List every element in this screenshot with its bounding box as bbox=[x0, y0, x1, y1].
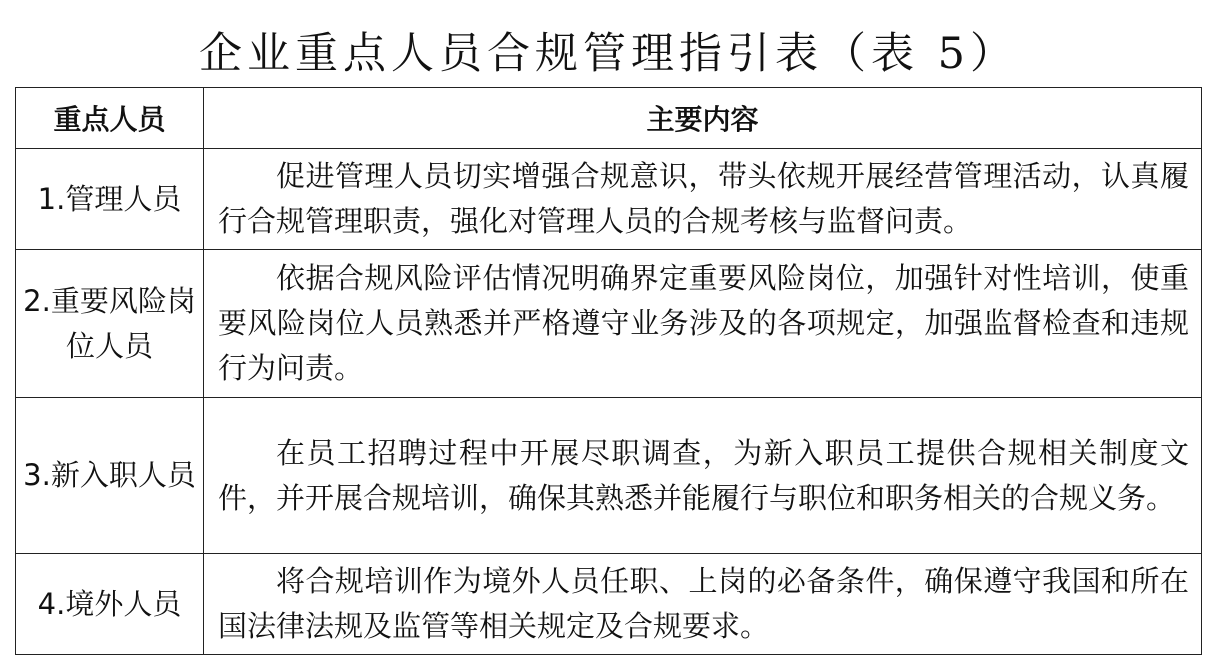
table-row bbox=[16, 554, 1202, 655]
person-cell: 3.新入职人员 bbox=[16, 398, 204, 554]
table-row bbox=[16, 250, 1202, 398]
table-row bbox=[16, 398, 1202, 554]
person-cell: 1.管理人员 bbox=[16, 149, 204, 250]
table-header-row bbox=[16, 88, 1202, 149]
content-cell: 依据合规风险评估情况明确界定重要风险岗位，加强针对性培训，使重要风险岗位人员熟悉并严格遵守业务涉及的各项规定，加强监督检查和违规行为问责。 bbox=[204, 250, 1202, 398]
content-cell: 将合规培训作为境外人员任职、上岗的必备条件，确保遵守我国和所在国法律法规及监管等相关规定及合规要求。 bbox=[204, 554, 1202, 655]
compliance-guide-table bbox=[15, 87, 1202, 655]
content-cell: 促进管理人员切实增强合规意识，带头依规开展经营管理活动，认真履行合规管理职责，强化对管理人员的合规考核与监督问责。 bbox=[204, 149, 1202, 250]
content-cell: 在员工招聘过程中开展尽职调查，为新入职员工提供合规相关制度文件，并开展合规培训，确保其熟悉并能履行与职位和职务相关的合规义务。 bbox=[204, 398, 1202, 554]
person-cell: 4.境外人员 bbox=[16, 554, 204, 655]
header-content: 主要内容 bbox=[204, 88, 1202, 149]
person-cell: 2.重要风险岗位人员 bbox=[16, 250, 204, 398]
table-row bbox=[16, 149, 1202, 250]
header-person: 重点人员 bbox=[16, 88, 204, 149]
document-title: 企业重点人员合规管理指引表（表 5） bbox=[198, 29, 1019, 79]
